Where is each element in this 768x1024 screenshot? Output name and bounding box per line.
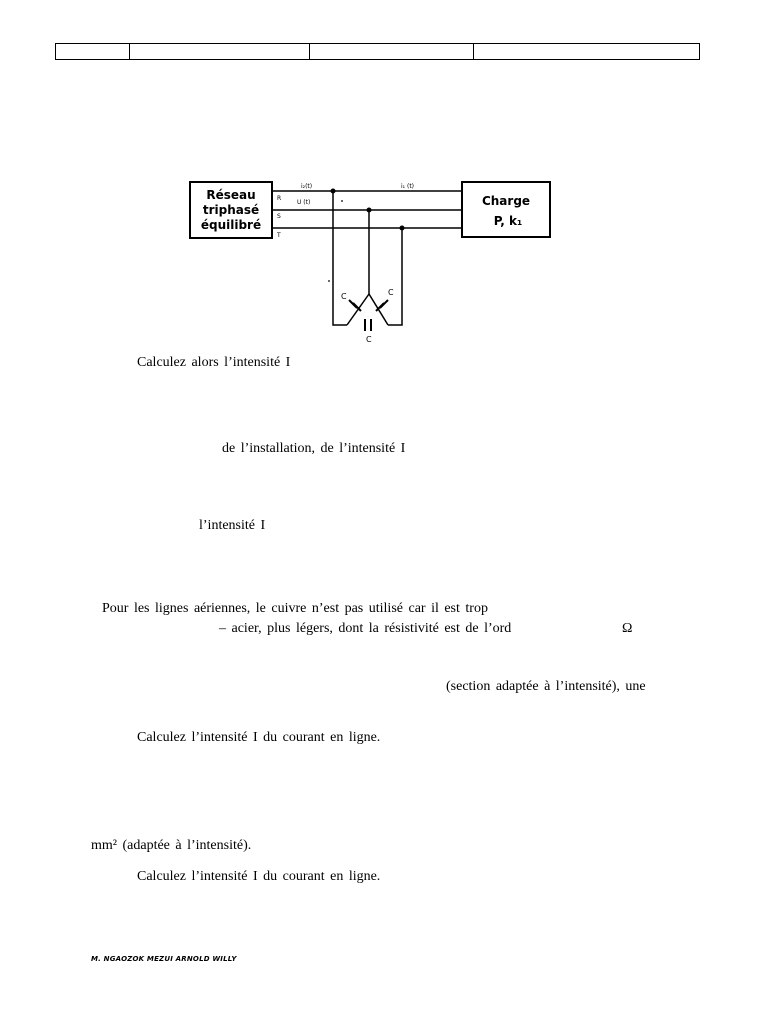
text-line: Calculez alors l’intensité I (137, 355, 291, 370)
network-label-2: triphasé (202, 203, 260, 217)
capacitor-label-right: C (388, 288, 394, 297)
voltage-u-label: U (t) (297, 199, 311, 206)
current-i1-label: i₁ (t) (401, 183, 415, 190)
network-label-3: équilibré (200, 218, 262, 232)
text-line: Calculez l’intensité I du courant en ligne. (137, 730, 381, 745)
load-box (462, 182, 550, 237)
header-cell (56, 44, 130, 60)
load-title: Charge (481, 194, 531, 208)
omega-symbol: Ω (622, 621, 633, 636)
footer-author: M. NGAOZOK MEZUI ARNOLD WILLY (91, 955, 237, 963)
capacitor-label-bottom: C (366, 335, 372, 344)
phase-label-s: S (277, 213, 281, 220)
header-cell (474, 44, 700, 60)
load-params: P, k₁ (493, 214, 523, 228)
wire-r (333, 191, 347, 325)
header-cell (310, 44, 474, 60)
wire-t (388, 228, 402, 325)
capacitor-label-left: C (341, 292, 347, 301)
text-line: (section adaptée à l’intensité), une (446, 679, 646, 694)
header-table (55, 43, 700, 60)
text-line: l’intensité I (199, 518, 266, 533)
text-line: Calculez l’intensité I du courant en ligne. (137, 869, 381, 884)
phase-label-r: R (277, 195, 282, 202)
header-cell (130, 44, 310, 60)
text-line: – acier, plus légers, dont la résistivité est de l’ord (219, 621, 512, 636)
text-line: de l’installation, de l’intensité I (222, 441, 406, 456)
text-line: mm² (adaptée à l’intensité). (91, 838, 252, 853)
circuit-diagram (185, 176, 560, 348)
current-i2-label: i₂(t) (301, 183, 313, 190)
phase-label-t: T (277, 232, 281, 239)
text-line: Pour les lignes aériennes, le cuivre n’est pas utilisé car il est trop (102, 601, 488, 616)
network-label-1: Réseau (206, 188, 256, 202)
